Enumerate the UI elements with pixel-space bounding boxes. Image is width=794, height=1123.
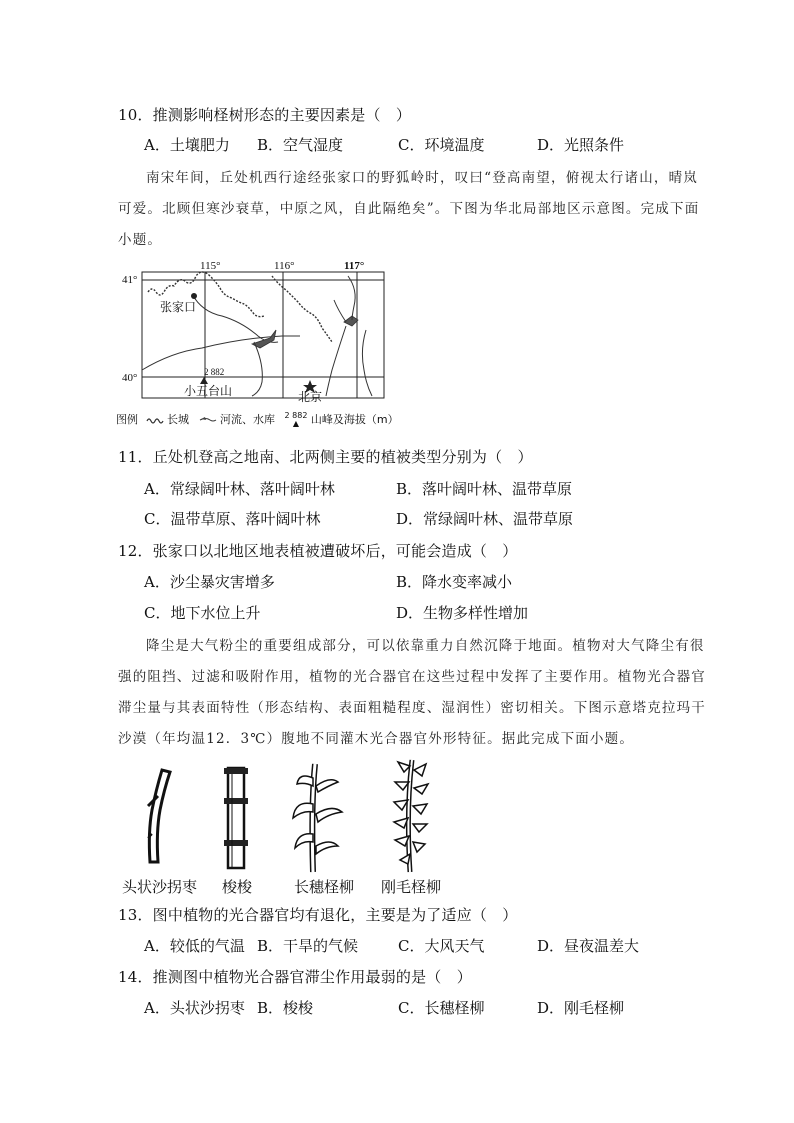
q12-option-d[interactable]: D．生物多样性增加 (396, 604, 529, 622)
map-svg (112, 260, 412, 430)
legend-title: 图例 (116, 413, 138, 426)
river-bai (348, 276, 355, 320)
lon-label-116: 116° (274, 260, 295, 272)
plant-label-calligonum: 头状沙拐枣 (122, 878, 198, 896)
river-legend-icon (199, 414, 217, 427)
q10-option-d[interactable]: D．光照条件 (537, 136, 625, 154)
q14-option-d[interactable]: D．刚毛柽柳 (537, 999, 625, 1017)
label-zhangjiakou: 张家口 (160, 300, 197, 314)
q12-option-c[interactable]: C．地下水位上升 (144, 604, 261, 622)
river-east (362, 330, 372, 396)
passage1-line3: 小题。 (118, 232, 163, 248)
plant-label-tamarix-elongata: 长穗柽柳 (294, 878, 355, 896)
q13-option-c[interactable]: C．大风天气 (398, 937, 485, 955)
calligonum-illustration (148, 770, 170, 862)
q12-option-b[interactable]: B．降水变率减小 (396, 573, 513, 591)
miyun-reservoir (344, 316, 358, 326)
passage2-line4: 沙漠（年均温12．3℃）腹地不同灌木光合器官外形特征。据此完成下面小题。 (118, 731, 635, 747)
label-beijing: 北京 (298, 390, 323, 404)
peak-legend-icon: 2 882 ▲ (284, 411, 308, 428)
lon-label-117: 117° (344, 260, 365, 272)
q12-option-a[interactable]: A．沙尘暴灾害增多 (144, 573, 275, 591)
lat-label-40: 40° (122, 372, 138, 384)
map-legend (116, 411, 399, 428)
q14-option-a[interactable]: A．头状沙拐枣 (144, 999, 245, 1017)
q11-option-d[interactable]: D．常绿阔叶林、温带草原 (396, 510, 574, 528)
passage2-line1: 降尘是大气粉尘的重要组成部分，可以依靠重力自然沉降于地面。植物对大气降尘有很 (146, 638, 705, 654)
passage2-line3: 滞尘量与其表面特性（形态结构、表面粗糙程度、湿润性）密切相关。下图示意塔克拉玛干 (118, 700, 706, 716)
north-china-map (112, 260, 412, 430)
river-chao-upper (334, 300, 346, 322)
passage2-line2: 强的阻挡、过滤和吸附作用，植物的光合器官在这些过程中发挥了主要作用。植物光合器官 (118, 669, 706, 685)
river-chao (326, 326, 346, 396)
plant-figure (130, 756, 450, 876)
great-wall-east (272, 276, 332, 342)
q10-option-a[interactable]: A．土壤肥力 (144, 136, 230, 154)
q11-stem: 11．丘处机登高之地南、北两侧主要的植被类型分别为（ ） (118, 448, 533, 466)
q13-option-a[interactable]: A．较低的气温 (144, 937, 245, 955)
legend-river: 河流、水库 (220, 413, 275, 426)
q13-option-d[interactable]: D．昼夜温差大 (537, 937, 640, 955)
q14-option-c[interactable]: C．长穗柽柳 (398, 999, 485, 1017)
label-peak-elev: 2 882 (204, 367, 225, 377)
haloxylon-illustration (224, 768, 248, 868)
q13-option-b[interactable]: B．干旱的气候 (257, 937, 359, 955)
q12-stem: 12．张家口以北地区地表植被遭破坏后，可能会造成（ ） (118, 542, 518, 560)
lon-label-115: 115° (200, 260, 221, 272)
plant-label-tamarix-hispida: 刚毛柽柳 (381, 878, 442, 896)
legend-wall: 长城 (167, 413, 189, 426)
q10-option-c[interactable]: C．环境温度 (398, 136, 485, 154)
q14-stem: 14．推测图中植物光合器官滞尘作用最弱的是（ ） (118, 968, 472, 986)
q10-option-b[interactable]: B．空气湿度 (257, 136, 344, 154)
q13-stem: 13．图中植物的光合器官均有退化，主要是为了适应（ ） (118, 906, 518, 924)
q10-stem: 10．推测影响柽树形态的主要因素是（ ） (118, 106, 412, 124)
q11-option-c[interactable]: C．温带草原、落叶阔叶林 (144, 510, 321, 528)
passage1-line1: 南宋年间，丘处机西行途经张家口的野狐岭时，叹曰“登高南望，俯视太行诸山，晴岚 (146, 170, 699, 186)
label-xiaowutai: 小五台山 (184, 384, 233, 398)
q11-option-a[interactable]: A．常绿阔叶林、落叶阔叶林 (144, 480, 335, 498)
passage1-line2: 可爱。北顾但寒沙衰草，中原之风，自此隔绝矣”。下图为华北局部地区示意图。完成下面 (118, 201, 700, 217)
river-yongding (252, 342, 262, 396)
legend-peak-value: 2 882 (284, 411, 308, 420)
tamarix-elongata-illustration (293, 764, 342, 872)
plant-label-haloxylon: 梭梭 (222, 878, 253, 896)
great-wall-legend-icon (146, 414, 164, 427)
q11-option-b[interactable]: B．落叶阔叶林、温带草原 (396, 480, 573, 498)
legend-peak: 山峰及海拔（m） (310, 413, 399, 426)
tamarix-hispida-illustration (394, 760, 428, 872)
q14-option-b[interactable]: B．梭梭 (257, 999, 314, 1017)
lat-label-41: 41° (122, 274, 138, 286)
river-sanggan (142, 336, 300, 370)
map-frame (142, 272, 384, 398)
